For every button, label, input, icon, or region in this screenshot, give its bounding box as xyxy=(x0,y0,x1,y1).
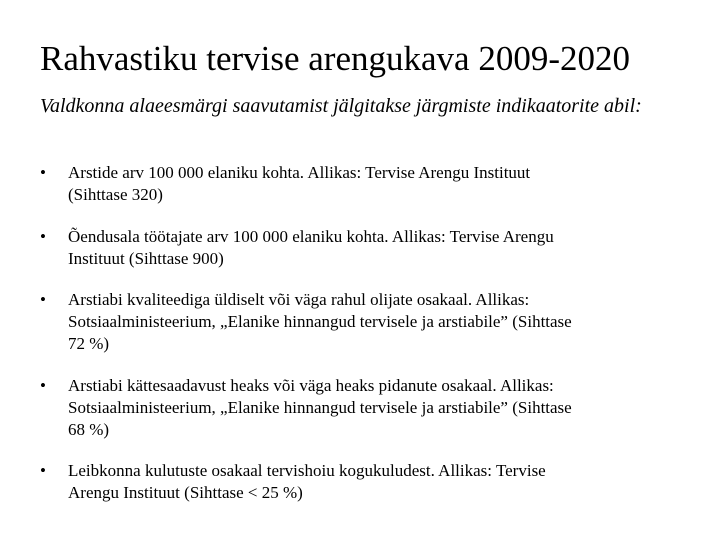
list-item-line: Leibkonna kulutuste osakaal tervishoiu kogukuludest. Allikas: Tervise xyxy=(68,461,546,480)
list-item-line: Õendusala töötajate arv 100 000 elaniku kohta. Allikas: Tervise Arengu xyxy=(68,227,554,246)
list-item-line: 68 %) xyxy=(68,420,110,439)
list-item-line: Arengu Instituut (Sihttase < 25 %) xyxy=(68,483,303,502)
list-item-line: Arstiabi kättesaadavust heaks või väga heaks pidanute osakaal. Allikas: xyxy=(68,376,554,395)
list-item-line: Arstiabi kvaliteediga üldiselt või väga rahul olijate osakaal. Allikas: xyxy=(68,290,530,309)
page-title: Rahvastiku tervise arengukava 2009-2020 xyxy=(40,39,630,78)
list-item-line: (Sihttase 320) xyxy=(68,185,163,204)
bullet-icon: • xyxy=(40,227,46,246)
bullet-icon: • xyxy=(40,290,46,309)
bullet-icon: • xyxy=(40,163,46,182)
list-item-line: Sotsiaalministeerium, „Elanike hinnangud tervisele ja arstiabile” (Sihttase xyxy=(68,398,572,417)
list-item-line: Instituut (Sihttase 900) xyxy=(68,249,224,268)
list-item-text xyxy=(68,460,680,504)
list-item-line: Arstide arv 100 000 elaniku kohta. Allikas: Tervise Arengu Instituut xyxy=(68,163,531,182)
list-item-text xyxy=(68,162,680,206)
intro-text: Valdkonna alaeesmärgi saavutamist jälgitakse järgmiste indikaatorite abil: xyxy=(40,95,642,117)
list-item-line: 72 %) xyxy=(68,334,110,353)
bullet-icon: • xyxy=(40,376,46,395)
list-item-text xyxy=(68,226,680,270)
list-item-text xyxy=(68,289,680,355)
bullet-icon: • xyxy=(40,461,46,480)
list-item-text xyxy=(68,375,680,441)
list-item-line: Sotsiaalministeerium, „Elanike hinnangud tervisele ja arstiabile” (Sihttase xyxy=(68,312,572,331)
